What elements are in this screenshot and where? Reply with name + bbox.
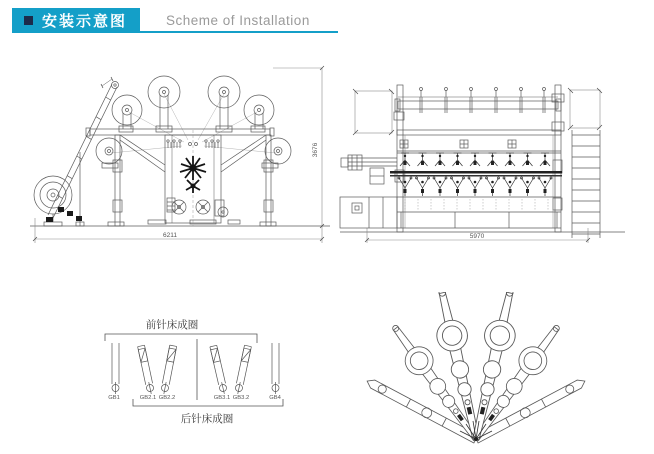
side-view-drawing [335,60,635,260]
fabric-batcher [34,77,119,226]
warp-beams [96,76,291,164]
header-underline [140,31,338,33]
left-platform [340,197,397,228]
side-width-label: 5970 [469,233,485,240]
yarn-paths [111,94,276,153]
gb4-label: GB4 [269,395,281,401]
gb1-label: GB1 [108,395,120,401]
section-title-english: Scheme of Installation [166,13,310,28]
clearance-dim-boxes [353,88,602,135]
section-title-box [12,8,140,33]
front-height-label: 3676 [312,142,319,158]
back-bed-label: 后针床成圈 [180,413,234,425]
knitting-machine-body [148,130,240,226]
front-bed-label: 前针床成圈 [145,319,199,331]
gb3-2-label: GB3.2 [232,395,250,401]
drive-assembly [341,155,397,184]
front-view-drawing [22,60,337,260]
lever-fan-diagram [360,292,592,452]
gb2-2-label: GB2.2 [158,395,176,401]
guide-bars [112,343,279,395]
gb2-1-label: GB2.1 [139,395,157,401]
guide-bar-diagram [85,312,325,430]
upper-mechanism-row [400,153,550,166]
gb3-1-label: GB3.1 [213,395,231,401]
lower-mechanism-row [398,177,552,196]
top-warp-beam [395,88,561,114]
ladder [572,130,600,238]
front-width-label: 6211 [163,232,177,239]
bullet-square-icon [24,16,33,25]
section-title-chinese: 安装示意图 [42,13,128,30]
junction-boxes [400,140,516,148]
lever-arms [365,292,587,447]
beam-stands [102,95,278,168]
machine-frame [86,128,276,226]
front-bed-bracket [105,334,257,343]
